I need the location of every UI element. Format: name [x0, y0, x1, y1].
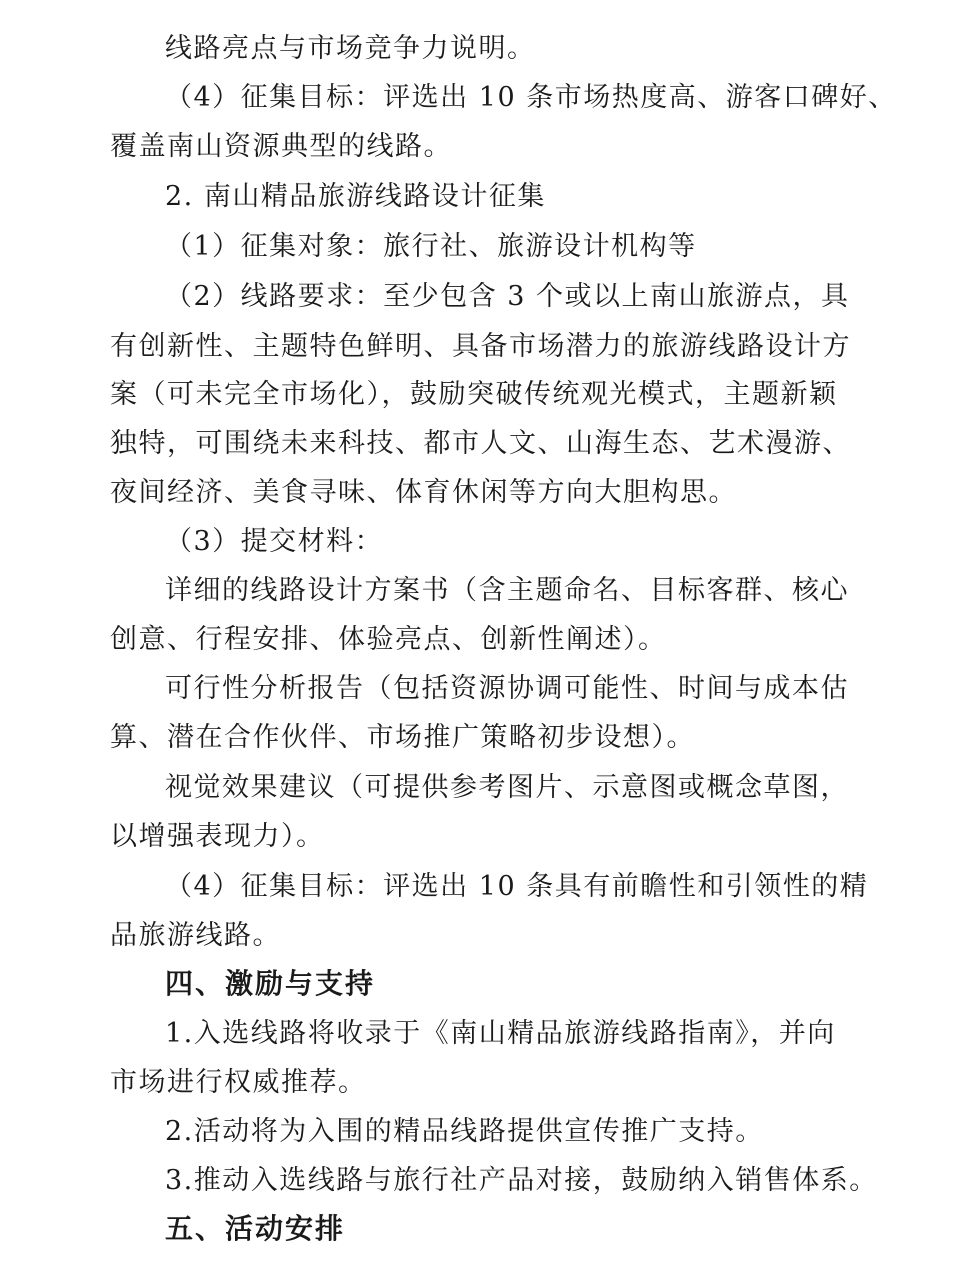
paragraph-line: 品旅游线路。 [110, 920, 281, 951]
paragraph-line: 案（可未完全市场化），鼓励突破传统观光模式，主题新颖 [110, 379, 838, 410]
paragraph-line: （4）征集目标：评选出 10 条具有前瞻性和引领性的精 [165, 871, 869, 902]
paragraph-line: 2.活动将为入围的精品线路提供宣传推广支持。 [165, 1116, 764, 1147]
paragraph-line: 创意、行程安排、体验亮点、创新性阐述）。 [110, 624, 667, 655]
paragraph-line: （2）线路要求：至少包含 3 个或以上南山旅游点，具 [165, 281, 850, 312]
paragraph-line: 有创新性、主题特色鲜明、具备市场潜力的旅游线路设计方 [110, 331, 851, 362]
paragraph-line: 市场进行权威推荐。 [110, 1067, 367, 1098]
section-heading: 五、活动安排 [165, 1212, 346, 1245]
section-heading: 四、激励与支持 [165, 967, 376, 1000]
paragraph-line: 算、潜在合作伙伴、市场推广策略初步设想）。 [110, 722, 695, 753]
paragraph-line: 可行性分析报告（包括资源协调可能性、时间与成本估 [165, 673, 849, 704]
paragraph-line: 视觉效果建议（可提供参考图片、示意图或概念草图， [165, 772, 849, 803]
paragraph-line: （4）征集目标：评选出 10 条市场热度高、游客口碑好、 [165, 82, 897, 113]
paragraph-line: 覆盖南山资源典型的线路。 [110, 131, 452, 162]
paragraph-line: 独特，可围绕未来科技、都市人文、山海生态、艺术漫游、 [110, 428, 851, 459]
paragraph-line: 以增强表现力）。 [110, 821, 325, 852]
paragraph-line: 夜间经济、美食寻味、体育休闲等方向大胆构思。 [110, 477, 737, 508]
paragraph-line: 3.推动入选线路与旅行社产品对接，鼓励纳入销售体系。 [165, 1165, 878, 1196]
paragraph-line: （3）提交材料： [165, 526, 384, 557]
subsection-title: 2. 南山精品旅游线路设计征集 [165, 181, 546, 212]
paragraph-line: 线路亮点与市场竞争力说明。 [165, 33, 536, 64]
paragraph-line: 详细的线路设计方案书（含主题命名、目标客群、核心 [165, 575, 849, 606]
paragraph-line: 1.入选线路将收录于《南山精品旅游线路指南》，并向 [165, 1018, 836, 1049]
paragraph-line: （1）征集对象：旅行社、旅游设计机构等 [165, 231, 697, 262]
